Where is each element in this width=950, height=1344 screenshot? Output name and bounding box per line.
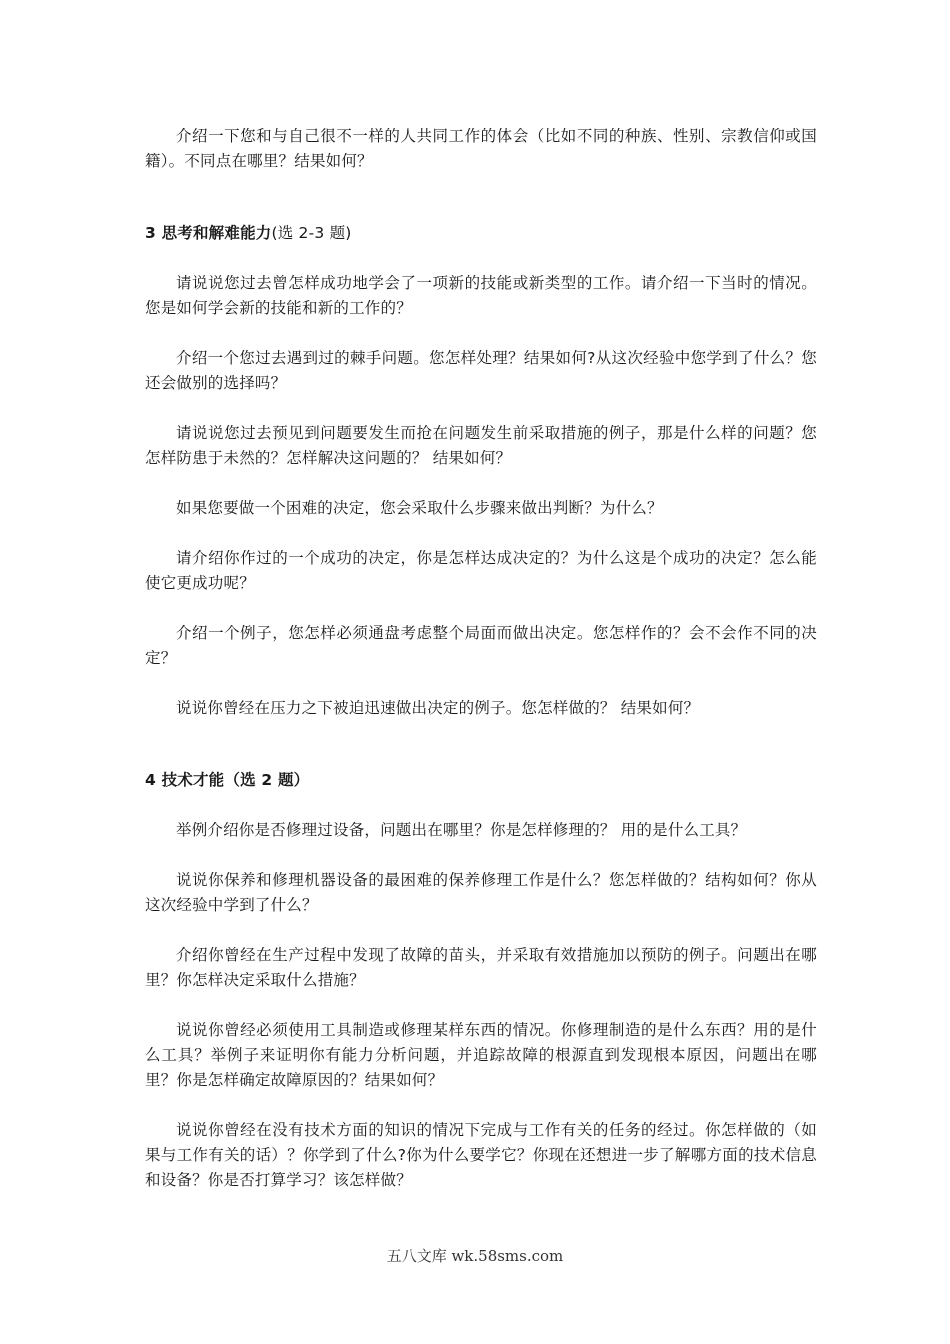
question-paragraph: 请说说您过去曾怎样成功地学会了一项新的技能或新类型的工作。请介绍一下当时的情况。您是如何学会新的技能和新的工作的？ [145,274,817,317]
section-3-title: 3 思考和解难能力 [145,224,272,242]
intro-paragraph: 介绍一下您和与自己很不一样的人共同工作的体会（比如不同的种族、性别、宗教信仰或国籍）。不同点在哪里？结果如何？ [145,127,817,170]
section-spacer [145,746,817,768]
question-paragraph: 介绍你曾经在生产过程中发现了故障的苗头，并采取有效措施加以预防的例子。问题出在哪里？你怎样决定采取什么措施？ [145,946,817,989]
section-3-heading [145,221,817,246]
question-paragraph: 请介绍你作过的一个成功的决定，你是怎样达成决定的？为什么这是个成功的决定？怎么能使它更成功呢？ [145,549,817,592]
question-paragraph: 说说你曾经在压力之下被迫迅速做出决定的例子。您怎样做的？ 结果如何？ [176,699,700,717]
question-paragraph: 说说你曾经必须使用工具制造或修理某样东西的情况。你修理制造的是什么东西？用的是什么工具？举例子来证明你有能力分析问题，并追踪故障的根源直到发现根本原因，问题出在哪里？你是怎样确定故障原因的？结果如何？ [145,1021,817,1089]
section-4-title: 4 技术才能 [145,771,225,789]
section-4-note: （选 2 题） [224,771,310,789]
question-paragraph: 如果您要做一个困难的决定，您会采取什么步骤来做出判断？为什么？ [176,499,663,517]
question-paragraph: 介绍一个您过去遇到过的棘手问题。您怎样处理？结果如何?从这次经验中您学到了什么？您还会做别的选择吗？ [145,349,817,392]
question-paragraph: 说说你曾经在没有技术方面的知识的情况下完成与工作有关的任务的经过。你怎样做的（如果与工作有关的话）？你学到了什么?你为什么要学它？你现在还想进一步了解哪方面的技术信息和设备？你是否打算学习？该怎样做？ [145,1121,817,1189]
section-spacer [145,199,817,221]
question-paragraph: 介绍一个例子，您怎样必须通盘考虑整个局面而做出决定。您怎样作的？会不会作不同的决定？ [145,624,817,667]
question-paragraph: 请说说您过去预见到问题要发生而抢在问题发生前采取措施的例子，那是什么样的问题？您怎样防患于未然的？怎样解决这问题的？ 结果如何？ [145,424,817,467]
document-body [145,124,817,1218]
section-3-note: (选 2-3 题) [271,224,352,242]
question-paragraph: 说说你保养和修理机器设备的最困难的保养修理工作是什么？您怎样做的？结构如何？你从这次经验中学到了什么？ [145,871,817,914]
page-footer: 五八文库 wk.58sms.com [386,1247,564,1265]
section-4-heading [145,768,817,793]
question-paragraph: 举例介绍你是否修理过设备，问题出在哪里？你是怎样修理的？ 用的是什么工具？ [176,821,747,839]
